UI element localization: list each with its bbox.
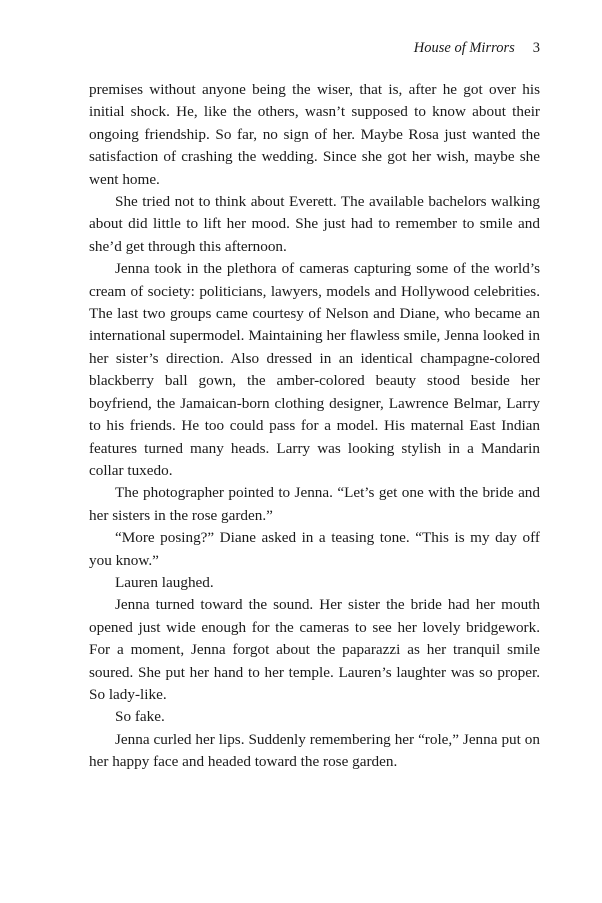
- paragraph: Jenna curled her lips. Suddenly remembering her “role,” Jenna put on her happy face and headed toward the rose garden.: [89, 730, 540, 771]
- paragraph: Lauren laughed.: [115, 573, 214, 591]
- paragraph: Jenna took in the plethora of cameras capturing some of the world’s cream of society: politicians, lawyers, models and Hollywood celebrities. The last two groups came courtesy of Nelson and Diane, who became an international supermodel. Maintaining her flawless smile, Jenna looked in her sister’s direction. Also dressed in an identical champagne-colored blackberry ball gown, the amber-colored beauty stood beside her boyfriend, the Jamaican-born clothing designer, Lawrence Belmar, Larry to his friends. He too could pass for a model. His maternal East Indian features turned many heads. Larry was looking stylish in a Mandarin collar tuxedo.: [89, 260, 540, 479]
- paragraph: Jenna turned toward the sound. Her sister the bride had her mouth opened just wide enough for the cameras to see her lovely bridgework. For a moment, Jenna forgot about the paparazzi as her tranquil smile soured. She put her hand to her temple. Lauren’s laughter was so proper. So lady-like.: [89, 596, 540, 703]
- paragraph: “More posing?” Diane asked in a teasing tone. “This is my day off you know.”: [89, 529, 540, 569]
- paragraph: The photographer pointed to Jenna. “Let’s get one with the bride and her sisters in the rose garden.”: [89, 484, 540, 524]
- body-text: [89, 79, 540, 774]
- paragraph: She tried not to think about Everett. The available bachelors walking about did little to lift her mood. She just had to remember to smile and she’d get through this afternoon.: [89, 193, 540, 255]
- page-number: 3: [532, 40, 540, 56]
- paragraph: So fake.: [115, 708, 165, 726]
- running-header: [414, 40, 540, 57]
- running-title: House of Mirrors: [413, 40, 515, 56]
- paragraph: premises without anyone being the wiser, that is, after he got over his initial shock. He, like the others, wasn’t supposed to know about their ongoing friendship. So far, no sign of her. Maybe Rosa just wanted the satisfaction of crashing the wedding. Since she got her wish, maybe she went home.: [89, 81, 540, 188]
